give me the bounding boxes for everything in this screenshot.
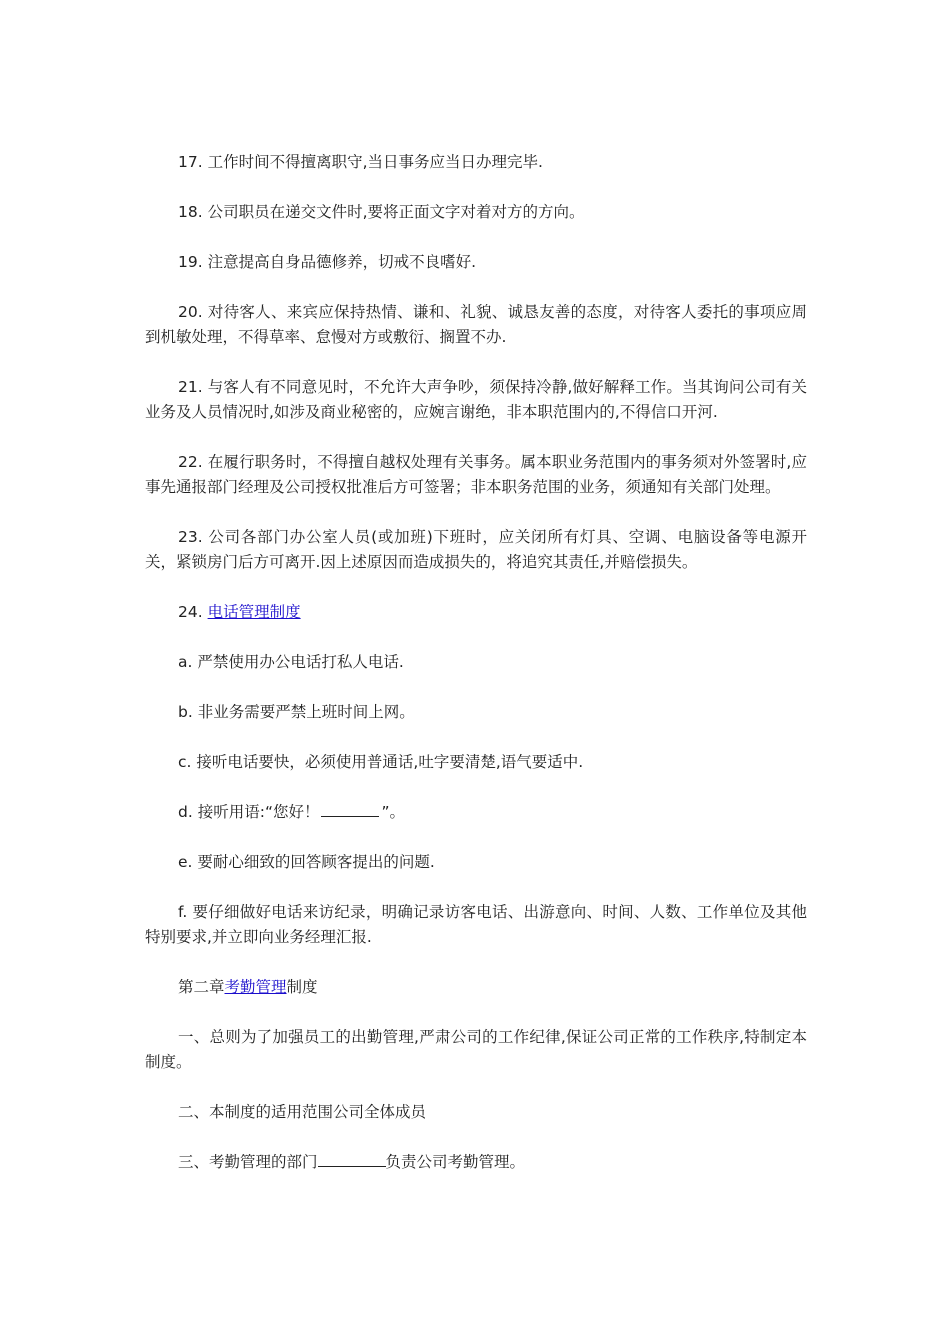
rule-text: 要仔细做好电话来访纪录，明确记录访客电话、出游意向、时间、人数、工作单位及其他特别要求,并立即向业务经理汇报. <box>145 903 807 946</box>
attendance-policy-link[interactable]: 考勤管理 <box>224 978 287 996</box>
rule-text-before: 接听用语:“您好！ <box>197 803 320 821</box>
item-number: 24. <box>178 603 203 621</box>
department-text-after: 负责公司考勤管理。 <box>385 1153 526 1171</box>
rule-label: e. <box>178 853 193 871</box>
item-number: 17. <box>178 153 203 171</box>
item-number: 20. <box>178 303 203 321</box>
chapter-2-heading <box>145 975 807 1000</box>
item-18 <box>145 200 807 225</box>
fill-in-blank <box>321 802 379 817</box>
phone-rule-a <box>145 650 807 675</box>
item-21 <box>145 375 807 425</box>
chapter-prefix: 第二章 <box>178 978 225 996</box>
rule-text: 非业务需要严禁上班时间上网。 <box>197 703 415 721</box>
item-text: 公司各部门办公室人员(或加班)下班时，应关闭所有灯具、空调、电脑设备等电源开关，紧锁房门后方可离开.因上述原因而造成损失的，将追究其责任,并赔偿损失。 <box>145 528 807 571</box>
item-text: 注意提高自身品德修养，切戒不良嗜好. <box>207 253 477 271</box>
rule-text: 接听电话要快，必须使用普通话,吐字要清楚,语气要适中. <box>196 753 584 771</box>
chapter-2-scope: 二、本制度的适用范围公司全体成员 <box>178 1103 427 1121</box>
item-number: 18. <box>178 203 203 221</box>
chapter-suffix: 制度 <box>286 978 318 996</box>
item-19 <box>145 250 807 275</box>
item-22 <box>145 450 807 500</box>
item-17 <box>145 150 807 175</box>
phone-policy-link[interactable]: 电话管理制度 <box>207 603 301 621</box>
rule-text: 要耐心细致的回答顾客提出的问题. <box>197 853 435 871</box>
rule-label: a. <box>178 653 193 671</box>
chapter-2-general: 一、总则为了加强员工的出勤管理,严肃公司的工作纪律,保证公司正常的工作秩序,特制定本制度。 <box>145 1028 807 1071</box>
fill-in-blank <box>318 1152 386 1167</box>
rule-label: f. <box>178 903 188 921</box>
phone-rule-d <box>145 800 807 825</box>
item-number: 19. <box>178 253 203 271</box>
rule-label: d. <box>178 803 193 821</box>
phone-rule-b <box>145 700 807 725</box>
item-number: 23. <box>178 528 203 546</box>
rule-text: 严禁使用办公电话打私人电话. <box>197 653 404 671</box>
item-text: 公司职员在递交文件时,要将正面文字对着对方的方向。 <box>207 203 585 221</box>
item-text: 在履行职务时，不得擅自越权处理有关事务。属本职业务范围内的事务须对外签署时,应事先通报部门经理及公司授权批准后方可签署；非本职务范围的业务，须通知有关部门处理。 <box>145 453 807 496</box>
phone-rule-c <box>145 750 807 775</box>
department-text-before: 三、考勤管理的部门 <box>178 1153 318 1171</box>
chapter-2-department <box>145 1150 807 1175</box>
rule-text-after: ”。 <box>381 803 406 821</box>
item-20 <box>145 300 807 350</box>
phone-rule-e <box>145 850 807 875</box>
rule-label: b. <box>178 703 193 721</box>
phone-rule-f <box>145 900 807 950</box>
item-text: 工作时间不得擅离职守,当日事务应当日办理完毕. <box>207 153 543 171</box>
document-page <box>145 150 807 1200</box>
item-number: 22. <box>178 453 203 471</box>
item-number: 21. <box>178 378 203 396</box>
item-24 <box>145 600 807 625</box>
item-text: 与客人有不同意见时，不允许大声争吵，须保持冷静,做好解释工作。当其询问公司有关业务及人员情况时,如涉及商业秘密的，应婉言谢绝，非本职范围内的,不得信口开河. <box>145 378 807 421</box>
item-23 <box>145 525 807 575</box>
rule-label: c. <box>178 753 192 771</box>
item-text: 对待客人、来宾应保持热情、谦和、礼貌、诚恳友善的态度，对待客人委托的事项应周到机敏处理，不得草率、怠慢对方或敷衍、搁置不办. <box>145 303 807 346</box>
